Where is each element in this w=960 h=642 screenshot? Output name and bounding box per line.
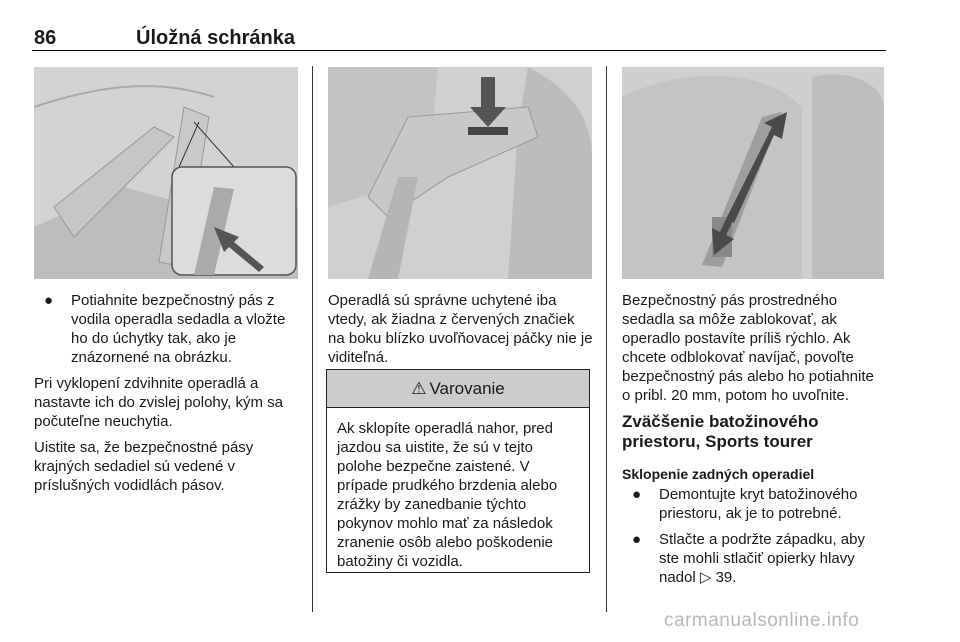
bullet-dot-icon: ●: [632, 531, 642, 548]
list-item: [622, 530, 886, 587]
warning-header: [327, 370, 589, 408]
bullet-text: Potiahnite bezpečnostný pás z vodila operadla sedadla a vložte ho do úchytky tak, ako je znázornené na obrázku.: [71, 292, 286, 366]
subsection-heading: Sklopenie zadných operadiel: [622, 466, 815, 482]
bullet-text: Demontujte kryt batožinového priestoru, ak je to potrebné.: [659, 486, 858, 522]
page-header: [32, 22, 886, 51]
bullet-text: Stlačte a podržte západku, aby ste mohli stlačiť opierky hlavy nadol: [659, 531, 865, 586]
bullet-dot-icon: ●: [44, 292, 54, 309]
figure-belt-guide: [34, 67, 298, 279]
list-item: [34, 291, 300, 367]
column-divider-right: [606, 66, 607, 612]
figure-center-belt: [622, 67, 884, 279]
warning-title: Varovanie: [429, 379, 505, 398]
paragraph: Bezpečnostný pás prostredného sedadla sa môže zablokovať, ak operadlo postavíte príliš rýchlo. Ak chcete odblokovať navíjač, povoľte bezpečnostný pás alebo ho potiahnite o pribl. 20 mm, potom ho uvoľnite.: [622, 292, 874, 404]
page-title: Úložná schránka: [136, 27, 295, 49]
page-reference-arrow-icon[interactable]: ▷: [699, 569, 712, 586]
list-item: [622, 485, 886, 523]
paragraph: Uistite sa, že bezpečnostné pásy krajných sedadiel sú vedené v príslušných vodidlách pásov.: [34, 439, 254, 494]
watermark: carmanualsonline.info: [664, 610, 860, 631]
page-number: 86: [34, 27, 57, 49]
warning-box: [326, 369, 590, 573]
column-1: [34, 291, 300, 502]
warning-triangle-icon: ⚠: [411, 379, 427, 398]
page-reference[interactable]: 39.: [715, 569, 737, 586]
figure-backrest-marks: [328, 67, 592, 279]
paragraph: Operadlá sú správne uchytené iba vtedy, ak žiadna z červených značiek na boku blízko uvoľňovacej páčky nie je viditeľná.: [328, 292, 593, 366]
paragraph: Pri vyklopení zdvihnite operadlá a nastavte ich do zvislej polohy, kým sa počuteľne neuchytia.: [34, 375, 284, 430]
column-divider-left: [312, 66, 313, 612]
warning-text: Ak sklopíte operadlá nahor, pred jazdou sa uistite, že sú v tejto polohe bezpečne zaistené. V prípade prudkého brzdenia alebo zrážky by zanedbanie týchto pokynov mohlo mať za následok zranenie osôb alebo poškodenie batožiny či vozidla.: [337, 420, 558, 570]
column-3: [622, 291, 886, 594]
column-2: [328, 291, 594, 374]
section-heading: Zväčšenie batožinového priestoru, Sports tourer: [622, 412, 819, 451]
bullet-dot-icon: ●: [632, 486, 642, 503]
